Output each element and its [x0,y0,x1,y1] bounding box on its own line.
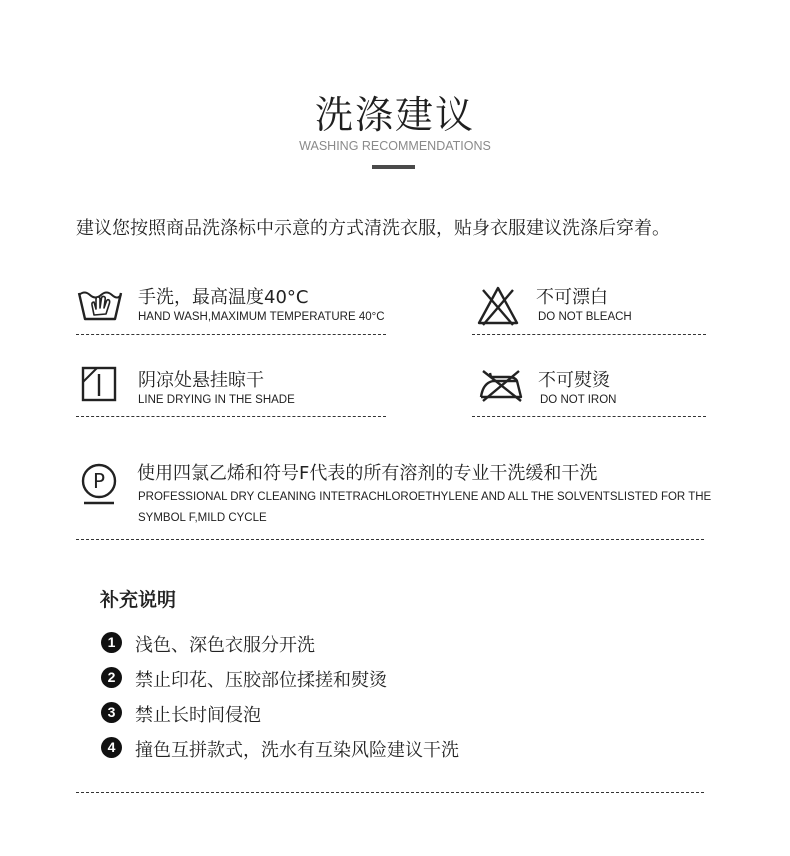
dry-clean-label-en-line1: PROFESSIONAL DRY CLEANING INTETRACHLOROETHYLENE AND ALL THE SOLVENTSLISTED FOR THE [138,491,712,503]
line-dry-shade-icon [81,366,117,402]
title-underline [372,165,415,169]
no-bleach-label: 不可漂白 [536,287,608,308]
svg-text:P: P [92,469,106,493]
hand-wash-label: 手洗，最高温度40°C [138,287,309,308]
divider [472,334,706,335]
divider [76,792,704,793]
divider [472,416,706,417]
divider [76,416,386,417]
number-badge: 2 [101,667,122,688]
no-iron-label-en: DO NOT IRON [540,394,617,406]
note-text: 撞色互拼款式，洗水有互染风险建议干洗 [135,740,459,761]
intro-text: 建议您按照商品洗涤标中示意的方式清洗衣服，贴身衣服建议洗涤后穿着。 [76,218,670,239]
note-text: 禁止长时间侵泡 [135,705,261,726]
no-bleach-label-en: DO NOT BLEACH [538,311,632,323]
note-text: 浅色、深色衣服分开洗 [135,635,315,656]
divider [76,539,704,540]
page-subtitle: WASHING RECOMMENDATIONS [299,139,491,153]
number-badge: 1 [101,632,122,653]
no-iron-icon [477,367,525,403]
dry-clean-label: 使用四氯乙烯和符号F代表的所有溶剂的专业干洗缓和干洗 [137,463,598,484]
hand-wash-label-en: HAND WASH,MAXIMUM TEMPERATURE 40°C [138,311,385,323]
no-iron-label: 不可熨烫 [538,370,610,391]
line-dry-label-en: LINE DRYING IN THE SHADE [138,394,295,406]
notes-title: 补充说明 [100,589,177,611]
line-dry-label: 阴凉处悬挂晾干 [138,370,264,391]
dry-clean-label-en-line2: SYMBOL F,MILD CYCLE [138,512,267,524]
dry-clean-p-icon [80,463,118,507]
hand-wash-icon [77,285,123,325]
note-text: 禁止印花、压胶部位揉搓和熨烫 [135,670,387,691]
page-title: 洗涤建议 [314,93,475,137]
no-bleach-icon [476,285,520,327]
divider [76,334,386,335]
number-badge: 4 [101,737,122,758]
number-badge: 3 [101,702,122,723]
